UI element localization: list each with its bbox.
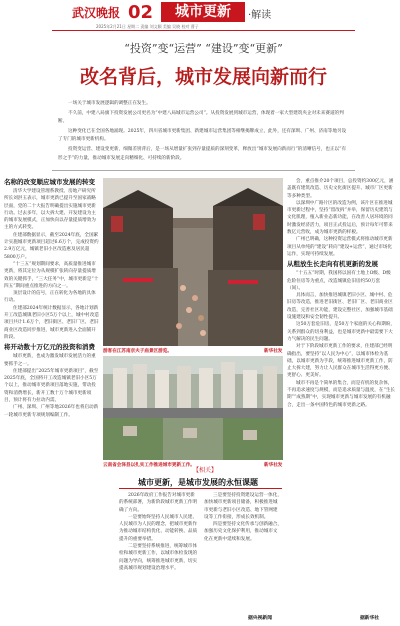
paragraph: “十三五”规划期间要求，高质量推进城市更新，将其定位为从规模扩张转向存量提质增效的关键抓手，“三大任务”中，城市更新是“十四五”期间重点推进的方向之一。	[4, 261, 99, 289]
paragraph: 住建部提出“2025年城市更新项目”，截至2025年底，全国将开工改造城镇老旧小区5万个以上，推动城市更新项目落地实施，带动投资和消费增长，新开工数十万个城市更新项目，预计将有力拉动内需。	[4, 368, 99, 404]
subheading: 从粗放生长走向有机更新的发展	[287, 260, 378, 269]
issue-meta: 2025年2月21日 星期二 责编 刘文颖 美编 吴晓 校对 曹子	[96, 24, 199, 29]
related-tag: 【相关】	[193, 467, 218, 474]
paragraph: 住建部2024年统计数据显示，各地计划新开工改造城镇老旧小区5万个以上，城中村改造项目共计1.6万个，老旧街区、老旧厂区、老旧商业区改造同步推进，城市更新进入全面铺开阶段。	[4, 305, 99, 340]
paragraph: 清华大学建设管理系教授、房地产研究所所长刘洪玉表示，城市更新已提升至国家战略层面，党的二十大报告明确提出实施城市更新行动。过去多年，以大拆大建、开发建设为主的城市发展模式，正加快向以存量提质增效为主的方式转变。	[4, 189, 96, 231]
article-source: 据新华社	[360, 616, 380, 621]
lead-paragraph: 不久前，中建八局旗下投资发展公司更名为“中建八局城市运营公司”。从投资发展到城市运营，体现着一家大型建筑央企对未来赛道的判断。	[58, 110, 344, 125]
paragraph: 住建部数据显示，截至2024年底，全国累计实施城市更新项目超过6.6万个，完成投资约2.9万亿元，城镇老旧小区改造惠及居民超5800万户。	[4, 232, 99, 260]
paragraph: 城市更新，也成为激发城市发展活力的重要抓手之一。	[4, 354, 96, 367]
paragraph: 三是要坚持投资建设运营一体化，加快城市更新项目储备，积极推进城市更新与老旧小区改造、地下管网建设等工作衔接，形成长效机制。	[204, 493, 282, 520]
section-label: 城市更新	[161, 2, 245, 22]
paragraph: 这50万套危旧房，是50万个家庭的关心和期盼，关系到群众的切身利益，也是城市更新中最需要下大力气解决的民生问题。	[287, 322, 395, 342]
street-scene-image	[103, 178, 283, 346]
main-headline: 改名背后，城市发展向新而行	[79, 66, 327, 88]
paragraph: 对于下阶段城市更新工作的要求，住建部已经明确指出，要坚持“以人民为中心”，以城市体检为基础，以城市更新为手段，统筹推进城市更新工作，防止大拆大建，努力让人民群众在城市生活得更方便、更舒心、更美好。	[287, 344, 393, 379]
paragraph: 具体而言，加快推进城镇老旧小区、城中村、危旧房等改造，推进老旧街区、老旧厂区、老旧商业区改造，完善社区功能，建设完整社区，加强城市基础设施建设和安全韧性提升。	[287, 293, 393, 321]
paragraph: 广州、深圳、广州等地2026年也将启动新一轮城市更新专项规划编制工作。	[4, 405, 99, 418]
subheading: 名称的改变顺应城市发展的转变	[4, 178, 95, 186]
paragraph: 以深圳中广路片区的改造为例，该片区在推进城市更新过程中，坚持“留改拆”并举，保留历史建筑与文化肌理，植入新业态新功能，在改善人居环境的同时激发经济活力，项目正式投运后，预计每年可带来数亿元营收，成为城市更新的样板。	[287, 200, 393, 236]
photo-aerial-city	[103, 356, 283, 460]
page-number: 02	[128, 2, 154, 23]
paragraph: 广州已明确，这种投资运营模式将推动城市更新项目从单纯的“建设”转向“建设+运营”，通过市场化运作，实现可持续发展。	[287, 237, 393, 257]
kicker-headline: “投资”变“运营” “建设”变“更新”	[124, 42, 283, 55]
lead-paragraph: 这种变化已在全国各地涌现。2025年，四川省城市更新集团、新建城市运营集团等相继揭牌成立，此外，还有深圳、广州、济南等地另设了专门的城市更新机构。	[58, 128, 347, 143]
newspaper-brand: 武汉晚报	[72, 6, 121, 20]
related-column-left	[119, 492, 199, 610]
right-column	[287, 178, 395, 622]
paragraph: 城市不再是个简单的集合，而是有机的复杂体，不再追求速度与规模，而是追求质量与温度，在“生长期”“成熟期”中，实现城市更新与城市发展的有机融合，走出一条中国特色的城市更新之路。	[287, 380, 395, 408]
paragraph: “十五五”时期，我国将以国有土地上O级、D级危险住房等为重点，改造城镇危旧房约50万套（间）。	[287, 271, 391, 291]
aerial-city-image	[103, 356, 283, 460]
paragraph: 二是要坚持系统推进，统筹城市体检和城市更新工作，以城市体检发现的问题为导向，统筹推进城市更新，切实提高城市规划建设治理水平。	[119, 544, 198, 571]
paragraph: 会，重点推介20个项目，总投资约300亿元，涵盖既有建筑改造、历史文化街区提升、城市厂区更新等多种类型。	[287, 179, 394, 199]
paragraph: 2026年政府工作报告对城市更新的系统部署，为新阶段城市更新工作明确了方向。	[119, 493, 198, 513]
related-rule	[119, 488, 282, 489]
related-column-right	[204, 492, 282, 610]
section-divider	[52, 170, 355, 171]
related-title: 城市更新，是城市发展的永恒课题	[138, 478, 258, 487]
paragraph: 四是要坚持文化传承与创新融合，加强历史文化保护利用，推动城市文化在更新中延续和发展。	[204, 522, 282, 542]
page-header	[0, 0, 400, 26]
paragraph: 一是要始终坚持人民城市人民建、人民城市为人民的理念，把城市更新作为推动城市结构优化、动能转换、品质提升的重要举措。	[119, 514, 198, 542]
photo2-caption: 云南省会泽县以扎实工作推进城市更新工作。	[103, 463, 195, 468]
photo-street-scene	[103, 178, 283, 346]
lead-paragraph: 一场关于城市发展逻辑的调整正在发生。	[68, 101, 151, 106]
related-source: 据央视新闻	[248, 616, 272, 621]
subsection-label: ·解读	[248, 10, 272, 21]
lead-paragraph: 投资变运营、建设变更新，细微差别背后，是一场从增量扩张到存量提质的深刻变革，释放出“城市发展向新而行”的清晰信号，也正以“有形之手”的力量，推动城市发展走向精细化、可持续的新阶段。	[58, 146, 347, 161]
subheading: 将开动数十万亿元的投资和消费	[4, 343, 95, 352]
photo1-credit: 新华社发	[264, 349, 283, 354]
header-rule	[52, 30, 355, 31]
photo2-credit: 新华社发	[264, 463, 283, 468]
left-column	[4, 176, 100, 622]
photo1-caption: 游客在江苏南京夫子庙景区游览。	[103, 349, 172, 354]
lead-paragraphs	[58, 100, 350, 164]
paragraph: 顶层设计的信号，正在转化为各地的具体行动。	[4, 291, 96, 304]
